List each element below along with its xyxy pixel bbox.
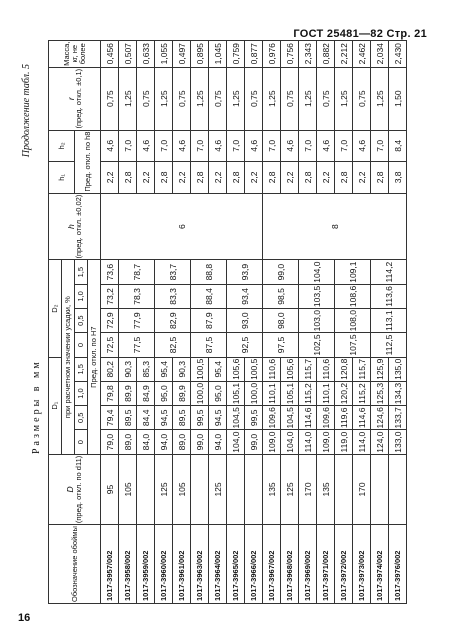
D1-cell: 79,0: [101, 430, 119, 454]
table-row: [101, 40, 119, 603]
r-cell: 0,75: [353, 67, 371, 130]
D1-cell: 95,4: [155, 357, 173, 381]
dimensions-table: [48, 40, 407, 604]
D1-cell: 99,0: [191, 430, 209, 454]
D1-cell: 90,3: [173, 357, 191, 381]
designation-cell: 1017-3957/002: [101, 525, 119, 604]
header-shrink-value: 1,5: [75, 260, 88, 284]
header-shrink-value: 1,0: [75, 381, 88, 405]
header-r-symbol: r: [65, 97, 76, 101]
D2-cell: 78,3: [119, 284, 155, 308]
D1-cell: 94,0: [209, 430, 227, 454]
mass-cell: 0,497: [173, 40, 191, 67]
D1-cell: 115,2: [353, 381, 371, 405]
D1-cell: 135,0: [389, 357, 407, 381]
h2-cell: 7,0: [191, 130, 209, 162]
h1-cell: 2,2: [173, 162, 191, 194]
header-h: [49, 193, 101, 260]
header-h-tolerance: (пред. откл. ±0,02): [73, 194, 83, 259]
mass-cell: 0,756: [281, 40, 299, 67]
h2-cell: 7,0: [299, 130, 317, 162]
D-cell: 170: [353, 454, 371, 524]
h1-cell: 2,8: [119, 162, 137, 194]
mass-cell: 2,462: [353, 40, 371, 67]
h2-cell: 7,0: [335, 130, 353, 162]
r-cell: 1,25: [263, 67, 281, 130]
D2-cell: 104,0: [299, 260, 335, 284]
D1-cell: 109,0: [317, 430, 335, 454]
mass-cell: 0,976: [263, 40, 281, 67]
designation-cell: 1017-3964/002: [209, 525, 227, 604]
D2-cell: 87,5: [191, 333, 227, 357]
D2-cell: 93,0: [227, 309, 263, 333]
h1-cell: 2,2: [317, 162, 335, 194]
mass-cell: 0,895: [191, 40, 209, 67]
D-cell: 135: [263, 454, 281, 524]
table-row: [371, 40, 389, 603]
designation-cell: 1017-3972/002: [335, 525, 353, 604]
D1-cell: 105,6: [281, 357, 299, 381]
h2-cell: 4,6: [245, 130, 263, 162]
D-cell: 125: [209, 454, 227, 524]
D1-cell: 104,0: [227, 430, 245, 454]
designation-cell: 1017-3976/002: [389, 525, 407, 604]
table-title: Размеры в мм: [31, 359, 42, 454]
D2-cell: 82,5: [155, 333, 191, 357]
header-shrink-value: 0: [75, 333, 88, 357]
h1-cell: 2,8: [191, 162, 209, 194]
header-D2: D₂: [49, 260, 62, 357]
D1-cell: 95,0: [209, 381, 227, 405]
designation-cell: 1017-3973/002: [353, 525, 371, 604]
D2-cell: 107,5: [335, 333, 371, 357]
D1-cell: 94,0: [155, 430, 173, 454]
D1-cell: 89,5: [119, 406, 137, 430]
page-header: ГОСТ 25481—82 Стр. 21: [293, 28, 427, 40]
h2-cell: 4,6: [209, 130, 227, 162]
designation-cell: 1017-3959/002: [137, 525, 155, 604]
D1-cell: 104,0: [281, 430, 299, 454]
designation-cell: 1017-3971/002: [317, 525, 335, 604]
D-cell: 95: [101, 454, 119, 524]
D1-cell: 124,6: [371, 406, 389, 430]
D1-cell: 133,0: [389, 430, 407, 454]
D2-cell: 114,2: [371, 260, 407, 284]
D1-cell: 79,4: [101, 406, 119, 430]
D1-cell: 125,9: [371, 357, 389, 381]
h1-cell: 2,2: [209, 162, 227, 194]
D1-cell: 109,0: [263, 430, 281, 454]
D1-cell: 79,8: [101, 381, 119, 405]
D-cell: [227, 454, 245, 524]
D1-cell: 85,3: [137, 357, 155, 381]
D1-cell: 115,7: [299, 357, 317, 381]
D1-cell: 114,6: [299, 406, 317, 430]
D1-cell: 104,5: [281, 406, 299, 430]
mass-cell: 1,045: [209, 40, 227, 67]
D2-cell: 93,9: [227, 260, 263, 284]
mass-cell: 2,343: [299, 40, 317, 67]
D2-cell: 78,7: [119, 260, 155, 284]
D2-cell: 98,0: [263, 309, 299, 333]
D1-cell: 114,0: [353, 430, 371, 454]
h1-cell: 2,8: [155, 162, 173, 194]
D1-cell: 84,4: [137, 406, 155, 430]
D1-cell: 105,1: [281, 381, 299, 405]
D-cell: 135: [317, 454, 335, 524]
D2-cell: 83,3: [155, 284, 191, 308]
h1-cell: 2,2: [281, 162, 299, 194]
D-cell: [335, 454, 353, 524]
designation-cell: 1017-3958/002: [119, 525, 137, 604]
D2-cell: 108,0: [335, 309, 371, 333]
mass-cell: 2,212: [335, 40, 353, 67]
D1-cell: 84,9: [137, 381, 155, 405]
continuation-note: Продолжение табл. 5: [21, 64, 32, 158]
h2-cell: 8,4: [389, 130, 407, 162]
D1-cell: 124,0: [371, 430, 389, 454]
header-h2: h₂: [49, 130, 75, 162]
designation-cell: 1017-3961/002: [173, 525, 191, 604]
table-row: [119, 40, 137, 603]
D2-cell: 88,4: [191, 284, 227, 308]
page-number: 16: [18, 612, 31, 624]
D1-cell: 120,2: [335, 381, 353, 405]
D1-cell: 120,8: [335, 357, 353, 381]
D2-cell: 113,1: [371, 309, 407, 333]
D-cell: [245, 454, 263, 524]
header-shrink-label: при расчетном значении усадки, %: [62, 260, 75, 454]
D2-cell: 112,5: [371, 333, 407, 357]
D1-cell: 110,6: [263, 357, 281, 381]
D1-cell: 99,5: [245, 406, 263, 430]
D1-cell: 100,0: [191, 381, 209, 405]
D2-cell: 73,6: [101, 260, 119, 284]
header-h2-tolerance: Пред. откл. по h8: [75, 130, 101, 193]
D1-cell: 100,5: [191, 357, 209, 381]
header-h-symbol: h: [65, 224, 76, 229]
D1-cell: 134,3: [389, 381, 407, 405]
D1-cell: 80,2: [101, 357, 119, 381]
D1-cell: 114,6: [353, 406, 371, 430]
header-shrink-value: 1,0: [75, 284, 88, 308]
D1-cell: 109,6: [263, 406, 281, 430]
h2-cell: 4,6: [281, 130, 299, 162]
mass-cell: 0,882: [317, 40, 335, 67]
D-cell: [371, 454, 389, 524]
D1-cell: 110,1: [263, 381, 281, 405]
table-row: [335, 40, 353, 603]
D1-cell: 104,5: [227, 406, 245, 430]
r-cell: 0,75: [317, 67, 335, 130]
D2-cell: 72,5: [101, 333, 119, 357]
table-row: [227, 40, 245, 603]
header-D-tolerance: (пред. откл. по d11): [74, 455, 83, 524]
mass-cell: 2,034: [371, 40, 389, 67]
D1-cell: 89,5: [173, 406, 191, 430]
rotated-content: [21, 41, 424, 604]
h2-cell: 4,6: [137, 130, 155, 162]
D1-cell: 99,0: [245, 430, 263, 454]
D1-cell: 84,0: [137, 430, 155, 454]
D2-cell: 87,9: [191, 309, 227, 333]
h1-cell: 2,2: [137, 162, 155, 194]
h1-cell: 3,8: [389, 162, 407, 194]
designation-cell: 1017-3960/002: [155, 525, 173, 604]
D1-cell: 119,0: [335, 430, 353, 454]
D2-cell: 108,6: [335, 284, 371, 308]
header-D1: D₁: [49, 357, 62, 454]
D2-cell: 82,9: [155, 309, 191, 333]
D2-cell: 103,0: [299, 309, 335, 333]
h1-cell: 2,8: [371, 162, 389, 194]
h-cell: 8: [263, 193, 407, 260]
D1-cell: 95,0: [155, 381, 173, 405]
designation-cell: 1017-3968/002: [281, 525, 299, 604]
h2-cell: 7,0: [155, 130, 173, 162]
D2-cell: 99,0: [263, 260, 299, 284]
table-row: [155, 40, 173, 603]
h2-cell: 4,6: [353, 130, 371, 162]
D1-cell: 115,7: [353, 357, 371, 381]
mass-cell: 0,877: [245, 40, 263, 67]
header-shrink-value: 0: [75, 430, 88, 454]
r-cell: 1,25: [155, 67, 173, 130]
header-D: [49, 454, 101, 524]
table-row: [263, 40, 281, 603]
D2-cell: 83,7: [155, 260, 191, 284]
header-h1: h₁: [49, 162, 75, 194]
D1-cell: 109,6: [317, 406, 335, 430]
D2-cell: 98,5: [263, 284, 299, 308]
D1-cell: 110,6: [317, 357, 335, 381]
designation-cell: 1017-3967/002: [263, 525, 281, 604]
D2-cell: 113,6: [371, 284, 407, 308]
designation-cell: 1017-3966/002: [245, 525, 263, 604]
D1-cell: 90,3: [119, 357, 137, 381]
D2-cell: 97,5: [263, 333, 299, 357]
header-shrink-value: 0,5: [75, 406, 88, 430]
h2-cell: 7,0: [227, 130, 245, 162]
designation-cell: 1017-3965/002: [227, 525, 245, 604]
D-cell: 125: [155, 454, 173, 524]
D1-cell: 100,0: [245, 381, 263, 405]
r-cell: 0,75: [281, 67, 299, 130]
D1-cell: 114,0: [299, 430, 317, 454]
D1-cell: 89,9: [173, 381, 191, 405]
h1-cell: 2,2: [353, 162, 371, 194]
r-cell: 0,75: [101, 67, 119, 130]
D2-cell: 102,5: [299, 333, 335, 357]
table-row: [191, 40, 209, 603]
D2-cell: 77,9: [119, 309, 155, 333]
mass-cell: 0,507: [119, 40, 137, 67]
r-cell: 1,25: [335, 67, 353, 130]
mass-cell: 1,055: [155, 40, 173, 67]
mass-cell: 0,759: [227, 40, 245, 67]
D-cell: 105: [173, 454, 191, 524]
D-cell: [191, 454, 209, 524]
D-cell: 170: [299, 454, 317, 524]
D1-cell: 119,6: [335, 406, 353, 430]
D-cell: 125: [281, 454, 299, 524]
r-cell: 1,25: [119, 67, 137, 130]
header-designation: Обозначение обоймы: [49, 525, 101, 604]
header-h7-label: Пред. откл. по H7: [88, 260, 101, 454]
D1-cell: 110,1: [317, 381, 335, 405]
mass-cell: 2,430: [389, 40, 407, 67]
r-cell: 1,25: [227, 67, 245, 130]
D1-cell: 99,5: [191, 406, 209, 430]
table-row: [299, 40, 317, 603]
r-cell: 0,75: [245, 67, 263, 130]
r-cell: 1,25: [371, 67, 389, 130]
r-cell: 1,50: [389, 67, 407, 130]
h2-cell: 4,6: [173, 130, 191, 162]
D1-cell: 89,0: [173, 430, 191, 454]
D2-cell: 72,9: [101, 309, 119, 333]
h2-cell: 4,6: [317, 130, 335, 162]
D2-cell: 103,5: [299, 284, 335, 308]
header-r: [49, 67, 101, 130]
h1-cell: 2,8: [335, 162, 353, 194]
D1-cell: 115,2: [299, 381, 317, 405]
D1-cell: 125,3: [371, 381, 389, 405]
D1-cell: 100,5: [245, 357, 263, 381]
designation-cell: 1017-3969/002: [299, 525, 317, 604]
D2-cell: 77,5: [119, 333, 155, 357]
D-cell: [389, 454, 407, 524]
header-r-tolerance: (пред. откл. ±0,1): [73, 68, 83, 129]
D1-cell: 94,5: [155, 406, 173, 430]
D1-cell: 95,4: [209, 357, 227, 381]
header-shrink-value: 0,5: [75, 309, 88, 333]
designation-cell: 1017-3974/002: [371, 525, 389, 604]
r-cell: 1,25: [191, 67, 209, 130]
r-cell: 0,75: [209, 67, 227, 130]
r-cell: 1,25: [299, 67, 317, 130]
h2-cell: 4,6: [101, 130, 119, 162]
mass-cell: 0,633: [137, 40, 155, 67]
mass-cell: 0,456: [101, 40, 119, 67]
h1-cell: 2,8: [299, 162, 317, 194]
h1-cell: 2,2: [245, 162, 263, 194]
h2-cell: 7,0: [119, 130, 137, 162]
D2-cell: 88,8: [191, 260, 227, 284]
r-cell: 0,75: [137, 67, 155, 130]
h1-cell: 2,2: [101, 162, 119, 194]
D1-cell: 89,9: [119, 381, 137, 405]
D-cell: [137, 454, 155, 524]
D2-cell: 109,1: [335, 260, 371, 284]
D1-cell: 105,6: [227, 357, 245, 381]
r-cell: 0,75: [173, 67, 191, 130]
D1-cell: 133,7: [389, 406, 407, 430]
D1-cell: 94,5: [209, 406, 227, 430]
h2-cell: 7,0: [263, 130, 281, 162]
D1-cell: 89,0: [119, 430, 137, 454]
rotated-table-area: [21, 41, 424, 604]
h-cell: 6: [101, 193, 263, 260]
D2-cell: 92,5: [227, 333, 263, 357]
h2-cell: 7,0: [371, 130, 389, 162]
header-mass: Масса, кг, не более: [49, 40, 101, 67]
header-shrink-value: 1,5: [75, 357, 88, 381]
D2-cell: 73,2: [101, 284, 119, 308]
D-cell: 105: [119, 454, 137, 524]
D2-cell: 93,4: [227, 284, 263, 308]
designation-cell: 1017-3963/002: [191, 525, 209, 604]
header-D-symbol: D: [65, 486, 75, 493]
D1-cell: 105,1: [227, 381, 245, 405]
h1-cell: 2,8: [227, 162, 245, 194]
h1-cell: 2,8: [263, 162, 281, 194]
